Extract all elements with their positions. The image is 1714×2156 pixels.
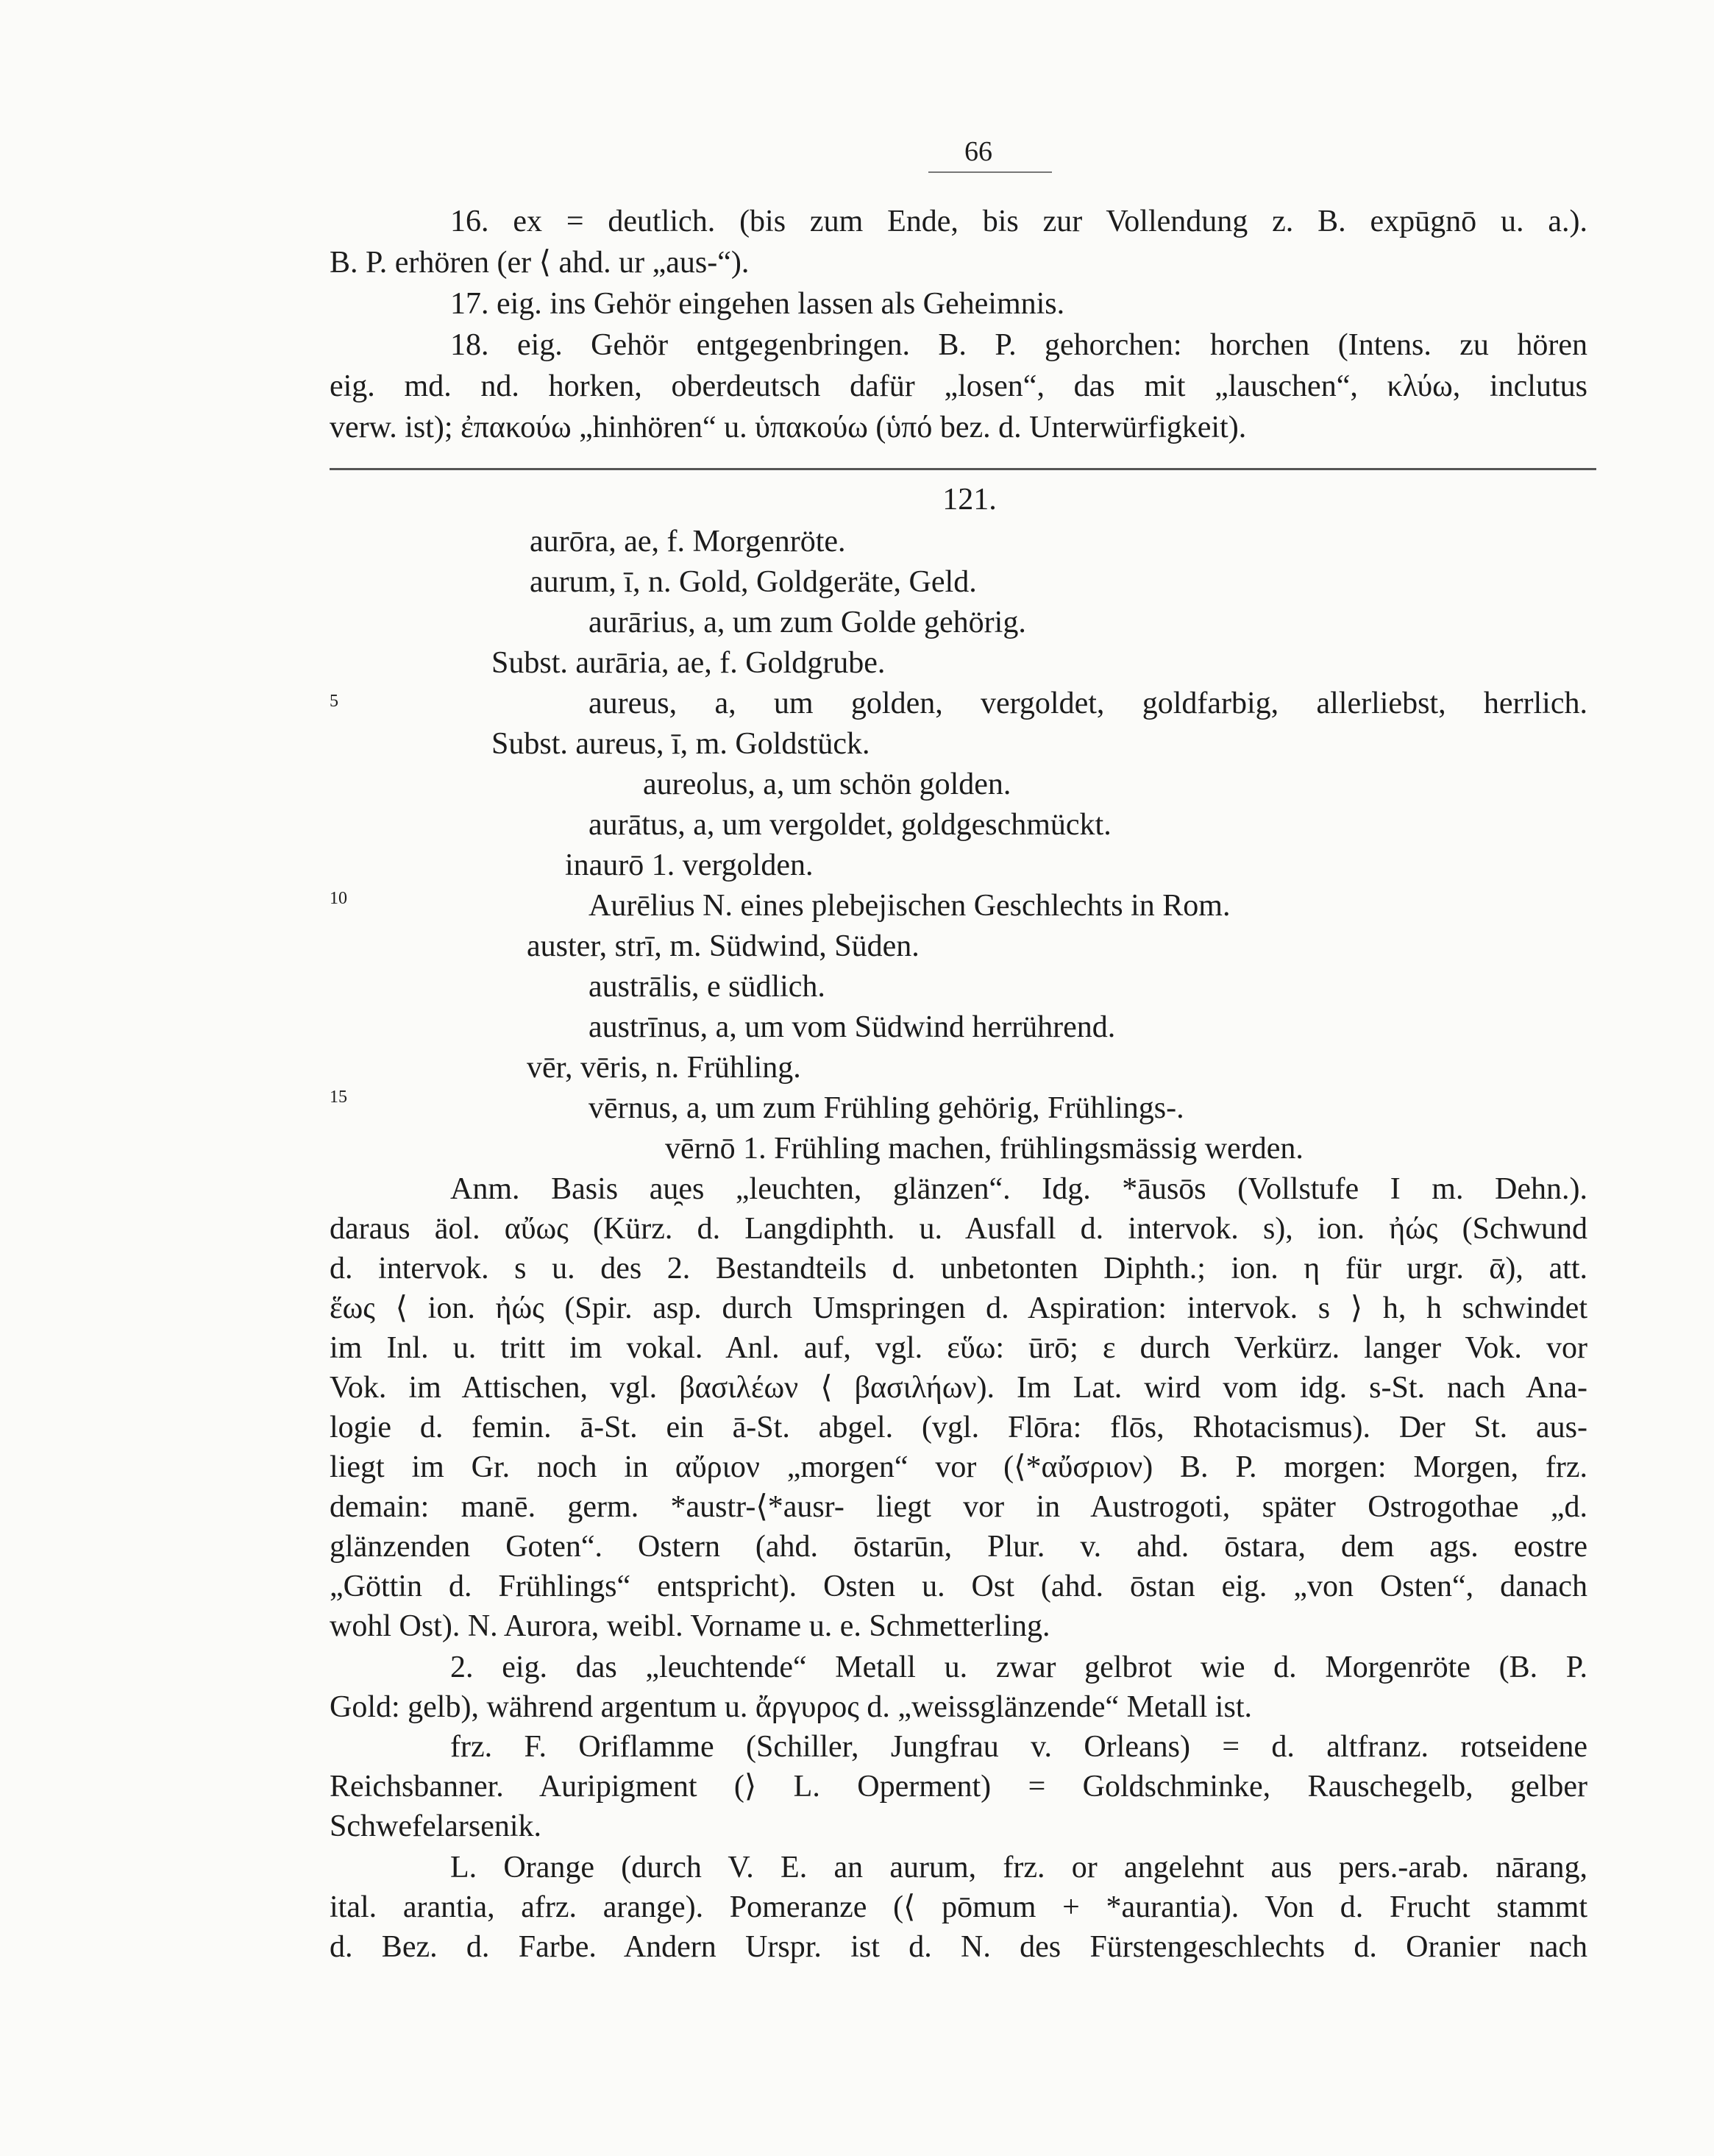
- entry-line: austrālis, e südlich.: [588, 970, 825, 1004]
- entry-line: aurārius, a, um zum Golde gehörig.: [588, 606, 1026, 639]
- note-line: glänzenden Goten“. Ostern (ahd. ōstarūn, Plur. v. ahd. ōstara, dem ags. eostre: [330, 1530, 1587, 1564]
- note-line: Anm. Basis au̯es „leuchten, glänzen“. Idg. *āusōs (Vollstufe I m. Dehn.).: [450, 1172, 1587, 1206]
- note-line: im Inl. u. tritt im vokal. Anl. auf, vgl. εὕω: ūrō; ε durch Verkürz. langer Vok. vor: [330, 1331, 1587, 1365]
- margin-line-number: 10: [330, 889, 347, 908]
- note-line: ἕως ⟨ ion. ἠώς (Spir. asp. durch Umspringen d. Aspiration: intervok. s ⟩ h, h schwindet: [330, 1291, 1587, 1325]
- entry-line: Subst. aureus, ī, m. Goldstück.: [491, 727, 870, 761]
- note-line: frz. F. Oriflamme (Schiller, Jungfrau v. Orleans) = d. altfranz. rotseidene: [450, 1730, 1587, 1764]
- note-line: liegt im Gr. noch in αὔριον „morgen“ vor (⟨*αὔσριον) B. P. morgen: Morgen, frz.: [330, 1450, 1587, 1484]
- note-line: Gold: gelb), während argentum u. ἄργυρος d. „weissglänzende“ Metall ist.: [330, 1690, 1252, 1724]
- entry-line: aurum, ī, n. Gold, Goldgeräte, Geld.: [530, 565, 977, 599]
- entry-line: inaurō 1. vergolden.: [565, 848, 814, 882]
- note-line: logie d. femin. ā-St. ein ā-St. abgel. (vgl. Flōra: flōs, Rhotacismus). Der St. aus-: [330, 1411, 1587, 1444]
- section-number: 121.: [942, 483, 997, 517]
- entry-line: Aurēlius N. eines plebejischen Geschlechts in Rom.: [588, 889, 1231, 923]
- note-line: „Göttin d. Frühlings“ entspricht). Osten u. Ost (ahd. ōstan eig. „von Osten“, danach: [330, 1570, 1587, 1603]
- top-note-line: 16. ex = deutlich. (bis zum Ende, bis zur Vollendung z. B. expūgnō u. a.).: [450, 205, 1587, 238]
- entry-line: vērnō 1. Frühling machen, frühlingsmässig werden.: [665, 1132, 1304, 1166]
- entry-line: aurātus, a, um vergoldet, goldgeschmückt.: [588, 808, 1112, 842]
- note-line: d. Bez. d. Farbe. Andern Urspr. ist d. N. des Fürstengeschlechts d. Oranier nach: [330, 1930, 1587, 1964]
- section-rule: [330, 468, 1596, 470]
- note-line: 2. eig. das „leuchtende“ Metall u. zwar gelbrot wie d. Morgenröte (B. P.: [450, 1650, 1587, 1684]
- top-note-line: 17. eig. ins Gehör eingehen lassen als Geheimnis.: [450, 287, 1065, 321]
- entry-line: austrīnus, a, um vom Südwind herrührend.: [588, 1010, 1116, 1044]
- top-note-line: verw. ist); ἐπακούω „hinhören“ u. ὑπακούω (ὑπό bez. d. Unterwürfigkeit).: [330, 411, 1247, 444]
- entry-line: auster, strī, m. Südwind, Süden.: [527, 929, 920, 963]
- page-number-rule: [928, 171, 1052, 173]
- top-note-line: B. P. erhören (er ⟨ ahd. ur „aus-“).: [330, 246, 750, 280]
- note-line: Vok. im Attischen, vgl. βασιλέων ⟨ βασιλήων). Im Lat. wird vom idg. s-St. nach Ana-: [330, 1371, 1587, 1405]
- margin-line-number: 5: [330, 692, 338, 711]
- note-line: Reichsbanner. Auripigment (⟩ L. Operment) = Goldschminke, Rauschegelb, gelber: [330, 1770, 1587, 1804]
- note-line: L. Orange (durch V. E. an aurum, frz. or angelehnt aus pers.-arab. nārang,: [450, 1851, 1587, 1884]
- note-line: ital. arantia, afrz. arange). Pomeranze (⟨ pōmum + *aurantia). Von d. Frucht stammt: [330, 1890, 1587, 1924]
- entry-line: aurōra, ae, f. Morgenröte.: [530, 525, 846, 558]
- entry-line: Subst. aurāria, ae, f. Goldgrube.: [491, 646, 886, 680]
- entry-line: aureus, a, um golden, vergoldet, goldfarbig, allerliebst, herrlich.: [588, 687, 1587, 720]
- entry-line: aureolus, a, um schön golden.: [643, 767, 1011, 801]
- note-line: daraus äol. αὔως (Kürz. d. Langdiphth. u. Ausfall d. intervok. s), ion. ἠώς (Schwund: [330, 1212, 1587, 1246]
- note-line: demain: manē. germ. *austr-⟨*ausr- liegt vor in Austrogoti, später Ostrogothae „d.: [330, 1490, 1587, 1524]
- top-note-line: 18. eig. Gehör entgegenbringen. B. P. gehorchen: horchen (Intens. zu hören: [450, 328, 1587, 362]
- note-line: Schwefelarsenik.: [330, 1809, 542, 1843]
- note-line: d. intervok. s u. des 2. Bestandteils d. unbetonten Diphth.; ion. η für urgr. ᾱ), att.: [330, 1252, 1587, 1286]
- margin-line-number: 15: [330, 1088, 347, 1107]
- note-line: wohl Ost). N. Aurora, weibl. Vorname u. e. Schmetterling.: [330, 1609, 1050, 1643]
- entry-line: vērnus, a, um zum Frühling gehörig, Frühlings-.: [588, 1091, 1184, 1125]
- top-note-line: eig. md. nd. horken, oberdeutsch dafür „losen“, das mit „lauschen“, κλύω, inclutus: [330, 369, 1587, 403]
- page-number: 66: [964, 136, 992, 167]
- entry-line: vēr, vēris, n. Frühling.: [527, 1051, 801, 1085]
